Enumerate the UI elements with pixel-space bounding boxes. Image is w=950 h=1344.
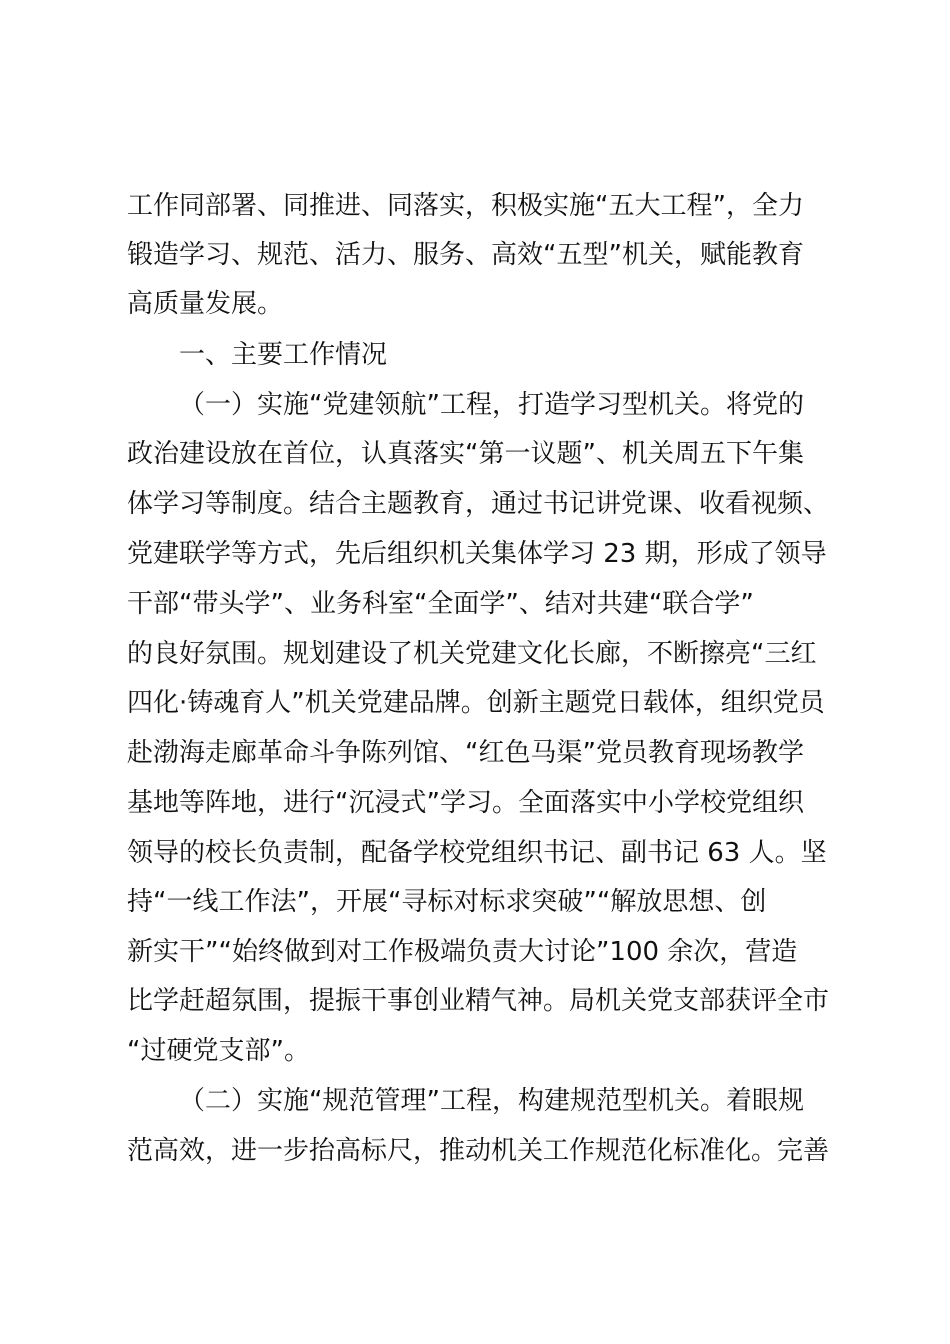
body-text-line: 赴渤海走廊革命斗争陈列馆、“红色马渠”党员教育现场教学 (127, 738, 804, 768)
subsection-heading-line: （一）实施“党建领航”工程，打造学习型机关。将党的 (179, 390, 804, 420)
section-heading: 一、主要工作情况 (179, 340, 388, 370)
body-text-line: “过硬党支部”。 (127, 1036, 310, 1066)
body-text-line: 干部“带头学”、业务科室“全面学”、结对共建“联合学” (127, 589, 754, 619)
body-text-line: 的良好氛围。规划建设了机关党建文化长廊，不断擦亮“三红 (127, 639, 817, 669)
body-text-line: 范高效，进一步抬高标尺，推动机关工作规范化标准化。完善 (127, 1136, 830, 1166)
body-text-line: 锻造学习、规范、活力、服务、高效“五型”机关，赋能教育 (127, 240, 804, 270)
body-text-line: 新实干”“始终做到对工作极端负责大讨论”100 余次，营造 (127, 937, 798, 967)
body-text-line: 基地等阵地，进行“沉浸式”学习。全面落实中小学校党组织 (127, 788, 804, 818)
body-text-line: 高质量发展。 (127, 289, 284, 319)
subsection-heading-line: （二）实施“规范管理”工程，构建规范型机关。着眼规 (179, 1086, 804, 1116)
body-text-line: 持“一线工作法”，开展“寻标对标求突破”“解放思想、创 (127, 887, 767, 917)
body-text-line: 比学赶超氛围，提振干事创业精气神。局机关党支部获评全市 (127, 986, 830, 1016)
body-text-line: 体学习等制度。结合主题教育，通过书记讲党课、收看视频、 (127, 489, 830, 519)
body-text-line: 政治建设放在首位，认真落实“第一议题”、机关周五下午集 (127, 439, 804, 469)
body-text-line: 四化·铸魂育人”机关党建品牌。创新主题党日载体，组织党员 (127, 688, 825, 718)
body-text-line: 党建联学等方式，先后组织机关集体学习 23 期，形成了领导 (127, 539, 827, 569)
body-text-line: 领导的校长负责制，配备学校党组织书记、副书记 63 人。坚 (127, 838, 827, 868)
body-text-line: 工作同部署、同推进、同落实，积极实施“五大工程”，全力 (127, 191, 804, 221)
